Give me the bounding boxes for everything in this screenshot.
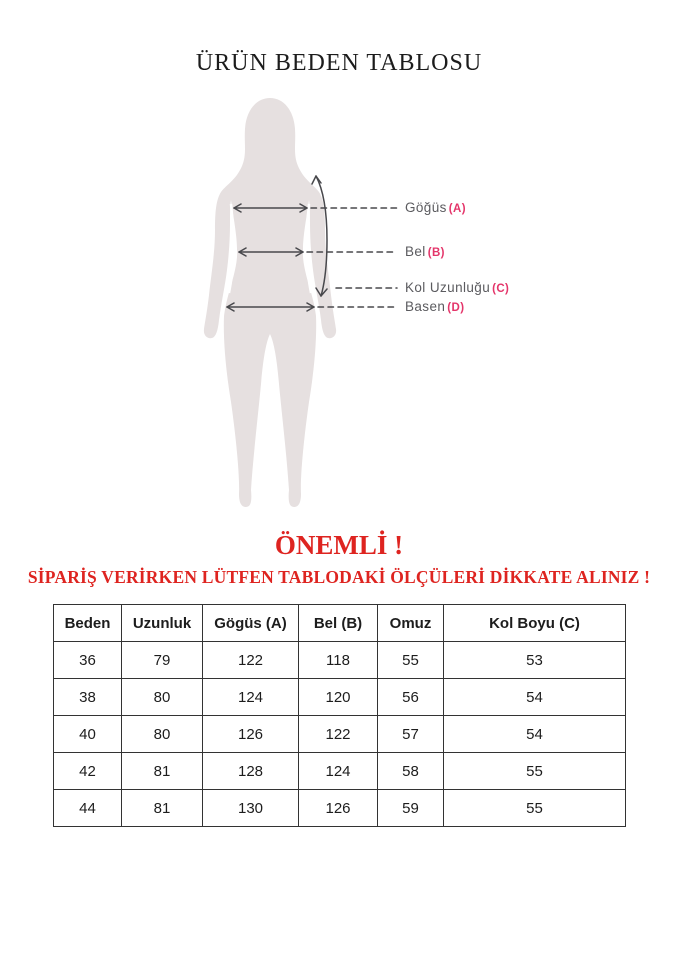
label-arm-length-code: (C) (492, 283, 510, 295)
table-row (54, 642, 626, 679)
cell: 59 (378, 790, 444, 827)
label-arm-length-text: Kol Uzunluğu (405, 280, 491, 295)
cell: 126 (203, 716, 299, 753)
cell: 58 (378, 753, 444, 790)
cell: 124 (203, 679, 299, 716)
cell: 81 (122, 790, 203, 827)
cell: 40 (54, 716, 122, 753)
label-arm-length (405, 280, 509, 296)
label-chest-text: Göğüs (405, 200, 447, 215)
cell: 55 (444, 790, 626, 827)
cell: 81 (122, 753, 203, 790)
cell: 36 (54, 642, 122, 679)
cell: 54 (444, 679, 626, 716)
size-table (53, 604, 626, 827)
label-waist-text: Bel (405, 244, 426, 259)
warning-text: SİPARİŞ VERİRKEN LÜTFEN TABLODAKİ ÖLÇÜLERİ DİKKATE ALINIZ ! (27, 567, 651, 587)
header-uzunluk: Uzunluk (122, 605, 203, 642)
header-kol-boyu: Kol Boyu (C) (444, 605, 626, 642)
cell: 120 (299, 679, 378, 716)
cell: 53 (444, 642, 626, 679)
cell: 42 (54, 753, 122, 790)
cell: 124 (299, 753, 378, 790)
cell: 122 (203, 642, 299, 679)
cell: 57 (378, 716, 444, 753)
header-gogus: Gögüs (A) (203, 605, 299, 642)
label-waist (405, 244, 445, 260)
cell: 122 (299, 716, 378, 753)
cell: 44 (54, 790, 122, 827)
header-beden: Beden (54, 605, 122, 642)
cell: 130 (203, 790, 299, 827)
cell: 79 (122, 642, 203, 679)
table-row (54, 790, 626, 827)
cell: 80 (122, 716, 203, 753)
label-hip-text: Basen (405, 299, 446, 314)
cell: 55 (444, 753, 626, 790)
header-omuz: Omuz (378, 605, 444, 642)
cell: 38 (54, 679, 122, 716)
size-table-header-row (54, 605, 626, 642)
cell: 128 (203, 753, 299, 790)
table-row (54, 679, 626, 716)
important-heading: ÖNEMLİ ! (274, 530, 404, 560)
cell: 80 (122, 679, 203, 716)
table-row (54, 753, 626, 790)
header-bel: Bel (B) (299, 605, 378, 642)
cell: 55 (378, 642, 444, 679)
table-row (54, 716, 626, 753)
label-hip-code: (D) (447, 302, 465, 314)
label-hip (405, 299, 464, 315)
cell: 126 (299, 790, 378, 827)
female-silhouette-graphic (0, 88, 678, 518)
label-chest (405, 200, 466, 216)
cell: 54 (444, 716, 626, 753)
label-waist-code: (B) (427, 247, 445, 259)
page-title: ÜRÜN BEDEN TABLOSU (195, 50, 483, 76)
label-chest-code: (A) (448, 203, 466, 215)
body-measurement-diagram (0, 88, 678, 518)
cell: 118 (299, 642, 378, 679)
cell: 56 (378, 679, 444, 716)
female-body-silhouette (204, 98, 336, 507)
